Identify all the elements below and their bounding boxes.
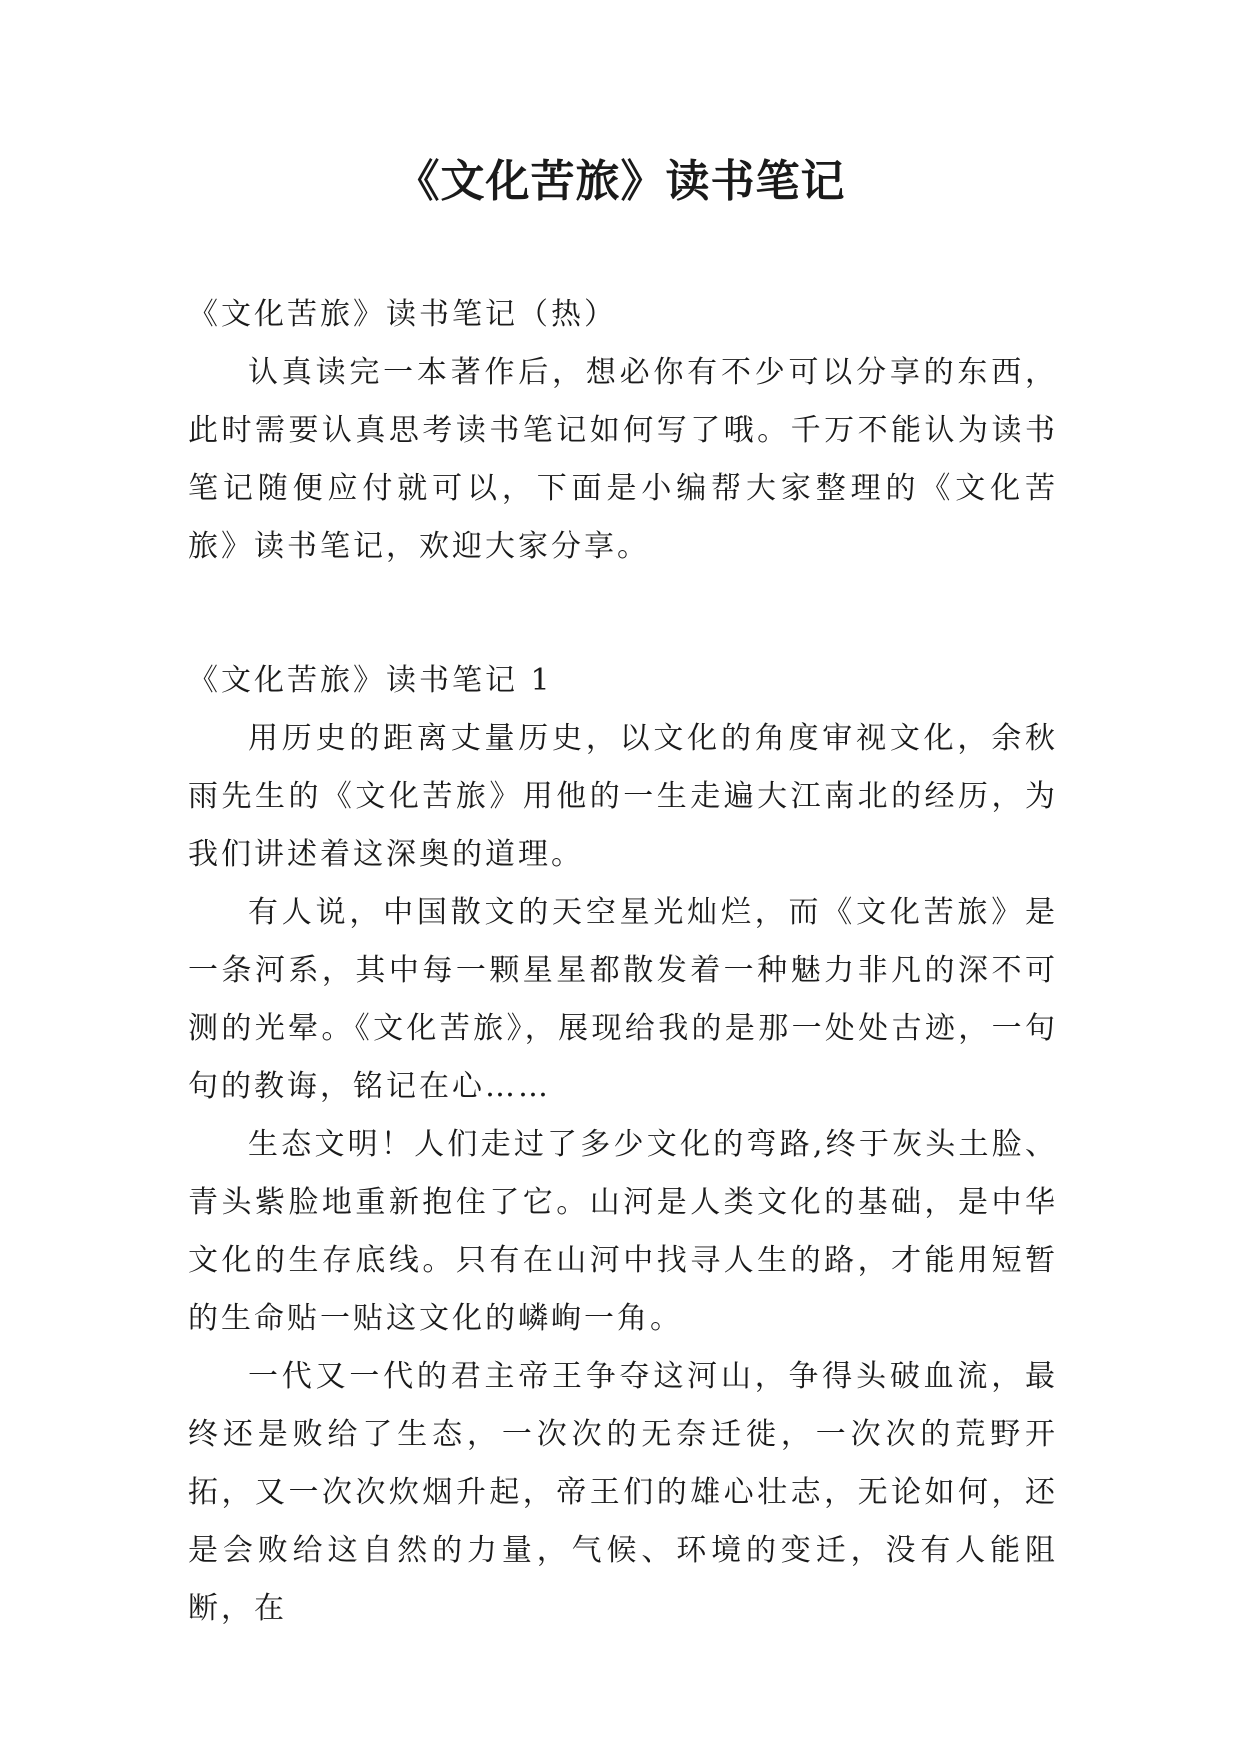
section-heading: 《文化苦旅》读书笔记 1 (188, 663, 553, 698)
document-title: 《文化苦旅》读书笔记 (395, 156, 846, 207)
document-body (188, 286, 1058, 1638)
body-paragraph: 有人说，中国散文的天空星光灿烂，而《文化苦旅》是一条河系，其中每一颗星星都散发着一种魅力非凡的深不可测的光晕。《文化苦旅》，展现给我的是那一处处古迹，一句句的教诲，铭记在心…… (188, 895, 1058, 1104)
body-paragraph: 用历史的距离丈量历史，以文化的角度审视文化，余秋雨先生的《文化苦旅》用他的一生走遍大江南北的经历，为我们讲述着这深奥的道理。 (188, 721, 1058, 872)
section-spacer (188, 576, 1058, 652)
body-paragraph: 一代又一代的君主帝王争夺这河山，争得头破血流，最终还是败给了生态，一次次的无奈迁徙，一次次的荒野开拓，又一次次炊烟升起，帝王们的雄心壮志，无论如何，还是会败给这自然的力量，气候、环境的变迁，没有人能阻断，在 (188, 1359, 1058, 1626)
intro-paragraph: 认真读完一本著作后，想必你有不少可以分享的东西，此时需要认真思考读书笔记如何写了哦。千万不能认为读书笔记随便应付就可以，下面是小编帮大家整理的《文化苦旅》读书笔记，欢迎大家分享。 (188, 355, 1058, 564)
intro-heading: 《文化苦旅》读书笔记（热） (188, 297, 617, 332)
body-paragraph: 生态文明！人们走过了多少文化的弯路,终于灰头土脸、青头紫脸地重新抱住了它。山河是人类文化的基础，是中华文化的生存底线。只有在山河中找寻人生的路，才能用短暂的生命贴一贴这文化的嶙峋一角。 (188, 1127, 1058, 1336)
